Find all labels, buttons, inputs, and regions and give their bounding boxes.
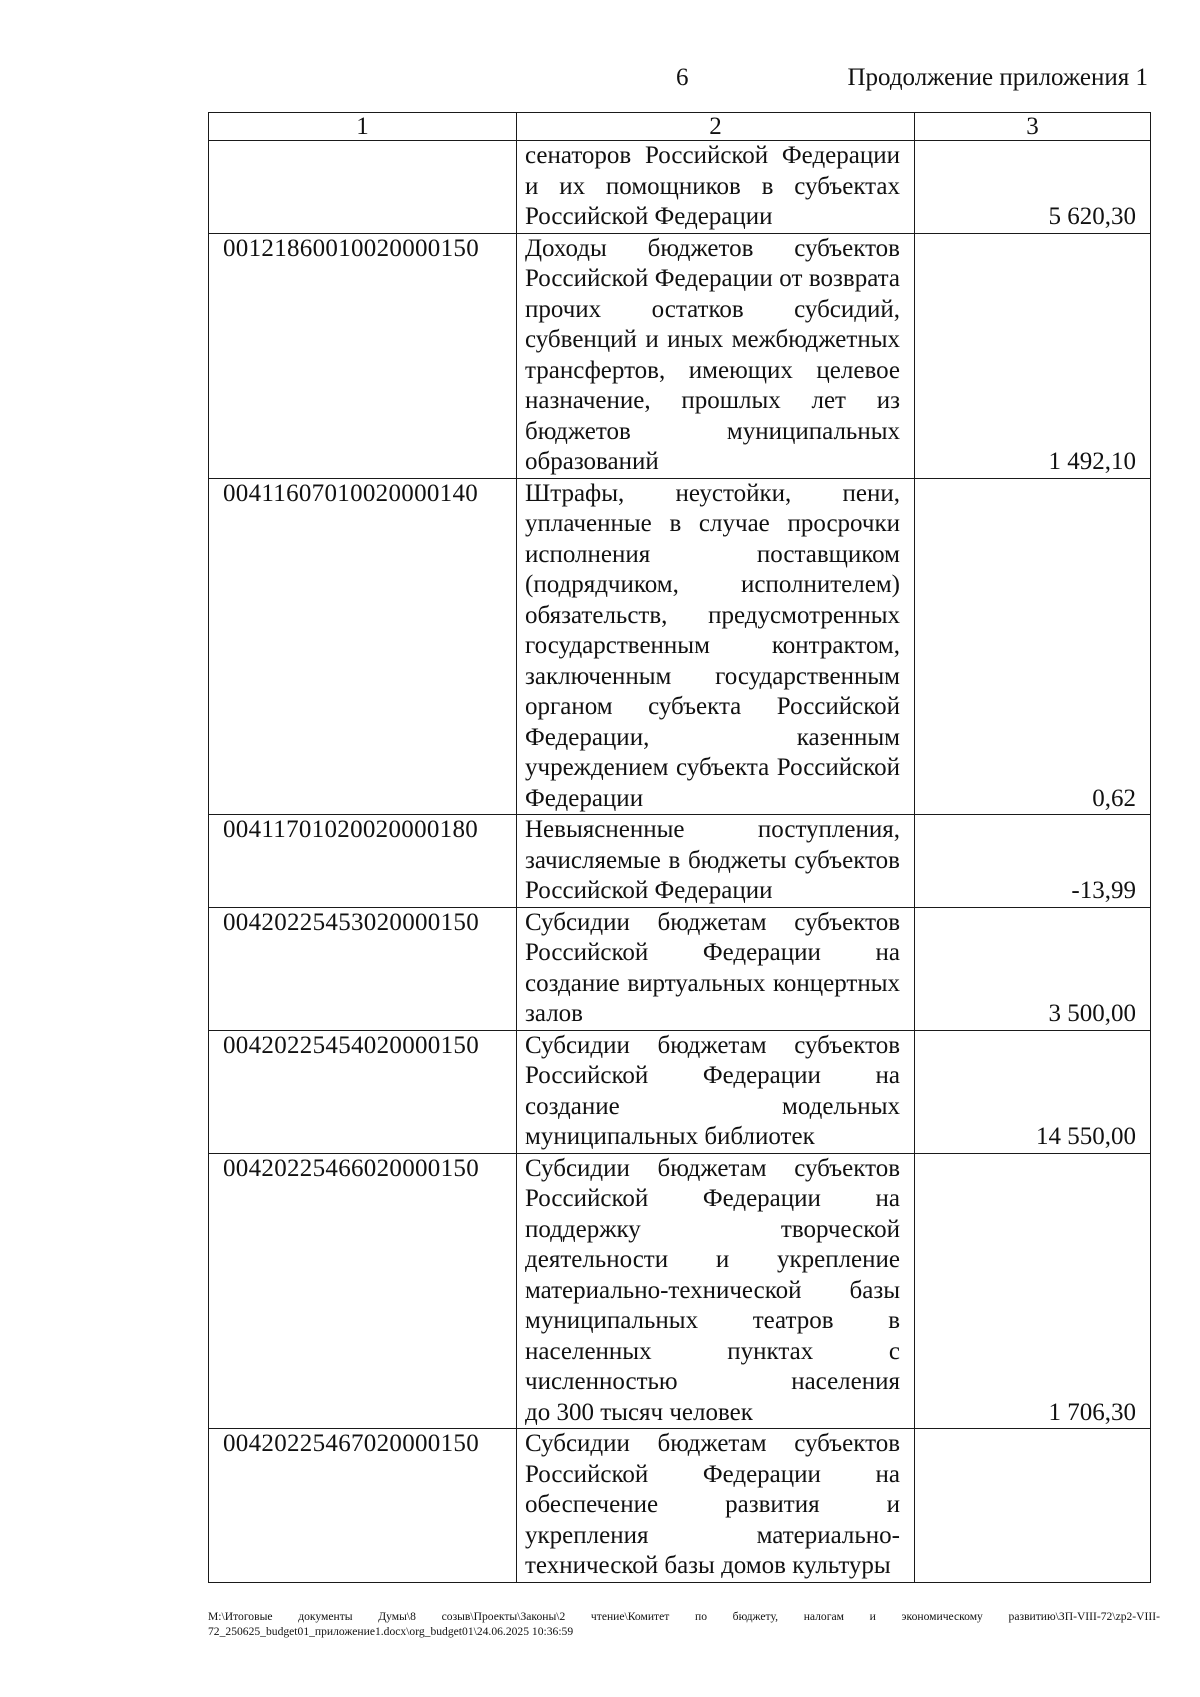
description-cell — [517, 907, 915, 1030]
description-line: поддержку творческой — [525, 1215, 900, 1243]
description-line: Российской Федерации на — [525, 939, 900, 966]
table-row — [209, 1153, 1151, 1429]
description-cell — [517, 1429, 915, 1583]
description-line: Федерации — [525, 784, 644, 812]
description-line: Российской Федерации на — [525, 1460, 900, 1488]
description-line: материально-технической базы — [525, 1276, 900, 1304]
table-body — [209, 141, 1151, 1583]
description-line: Федерации, казенным — [525, 723, 900, 751]
description-line: укрепления материально- — [525, 1521, 900, 1549]
description-line: Субсидии бюджетам субъектов — [525, 1430, 900, 1457]
budget-table — [208, 112, 1151, 1583]
description-line: обеспечение развития и — [525, 1491, 900, 1518]
amount-cell: 14 550,00 — [915, 1030, 1151, 1153]
column-header: 1 — [209, 113, 517, 141]
table-row — [209, 478, 1151, 815]
description-line: государственным контрактом, — [525, 632, 900, 659]
table-row — [209, 141, 1151, 234]
description-line: (подрядчиком, исполнителем) — [525, 571, 900, 598]
budget-code-cell: 00411607010020000140 — [209, 478, 517, 815]
description-line: заключенным государственным — [525, 662, 900, 690]
table-row — [209, 907, 1151, 1030]
page-number: 6 — [676, 64, 689, 91]
amount-cell: 1 706,30 — [915, 1153, 1151, 1429]
description-cell — [517, 478, 915, 815]
budget-code-cell: 00411701020020000180 — [209, 815, 517, 908]
description-line: Российской Федерации — [525, 877, 773, 904]
amount-cell: -13,99 — [915, 815, 1151, 908]
description-line: Штрафы, неустойки, пени, — [525, 479, 900, 507]
description-line: назначение, прошлых лет из — [525, 387, 900, 414]
column-header: 3 — [915, 113, 1151, 141]
budget-code-cell: 00420225454020000150 — [209, 1030, 517, 1153]
budget-code-cell: 00420225467020000150 — [209, 1429, 517, 1583]
budget-code-cell: 00121860010020000150 — [209, 233, 517, 478]
description-line: трансфертов, имеющих целевое — [525, 356, 900, 384]
description-line: бюджетов муниципальных — [525, 417, 900, 445]
continuation-label: Продолжение приложения 1 — [847, 64, 1148, 91]
column-header: 2 — [517, 113, 915, 141]
description-line: Российской Федерации на — [525, 1062, 900, 1089]
budget-code-cell — [209, 141, 517, 234]
description-line: создание модельных — [525, 1092, 900, 1120]
description-line: создание виртуальных концертных — [525, 969, 900, 997]
description-line: Российской Федерации на — [525, 1185, 900, 1212]
description-line: обязательств, предусмотренных — [525, 601, 900, 629]
description-line: Субсидии бюджетам субъектов — [525, 908, 900, 936]
amount-cell — [915, 1429, 1151, 1583]
description-line: прочих остатков субсидий, — [525, 295, 900, 323]
description-line: Субсидии бюджетам субъектов — [525, 1154, 900, 1182]
description-line: образований — [525, 448, 659, 475]
description-line: до 300 тысяч человек — [525, 1398, 753, 1426]
description-line: органом субъекта Российской — [525, 693, 900, 720]
description-line: залов — [525, 1000, 583, 1027]
file-path-footer: M:\Итоговые документы Думы\8 созыв\Проекты\Законы\2 чтение\Комитет по бюджету, налогам и экономическому развитию\ЗП-VIII-72\zp2-VIII-72_250625_budget01_приложение1.docx\org_budget01\24.06.2025 10:36:59 — [208, 1610, 1160, 1638]
description-line: учреждением субъекта Российской — [525, 754, 900, 781]
amount-cell: 1 492,10 — [915, 233, 1151, 478]
description-cell — [517, 233, 915, 478]
budget-code-cell: 00420225453020000150 — [209, 907, 517, 1030]
table-row — [209, 233, 1151, 478]
table-row — [209, 1429, 1151, 1583]
description-line: деятельности и укрепление — [525, 1246, 900, 1273]
description-line: субвенций и иных межбюджетных — [525, 326, 900, 353]
budget-code-cell: 00420225466020000150 — [209, 1153, 517, 1429]
description-cell — [517, 815, 915, 908]
description-line: населенных пунктах с — [525, 1337, 900, 1365]
description-line: Субсидии бюджетам субъектов — [525, 1031, 900, 1059]
description-line: технической базы домов культуры — [525, 1552, 891, 1579]
description-line: Доходы бюджетов субъектов — [525, 234, 900, 262]
amount-cell: 0,62 — [915, 478, 1151, 815]
table-row — [209, 1030, 1151, 1153]
description-line: Невыясненные поступления, — [525, 816, 900, 843]
description-line: Российской Федерации — [525, 203, 773, 230]
description-line: уплаченные в случае просрочки — [525, 510, 900, 537]
description-line: сенаторов Российской Федерации — [525, 142, 900, 169]
description-cell — [517, 141, 915, 234]
description-line: зачисляемые в бюджеты субъектов — [525, 846, 900, 874]
table-row — [209, 815, 1151, 908]
description-line: исполнения поставщиком — [525, 540, 900, 568]
description-line: муниципальных библиотек — [525, 1123, 815, 1150]
description-line: и их помощников в субъектах — [525, 172, 900, 200]
description-cell — [517, 1153, 915, 1429]
description-line: Российской Федерации от возврата — [525, 265, 900, 292]
amount-cell: 3 500,00 — [915, 907, 1151, 1030]
description-line: численностью населения — [525, 1368, 900, 1395]
description-line: муниципальных театров в — [525, 1307, 900, 1334]
amount-cell: 5 620,30 — [915, 141, 1151, 234]
description-cell — [517, 1030, 915, 1153]
table-header-row — [209, 113, 1151, 141]
